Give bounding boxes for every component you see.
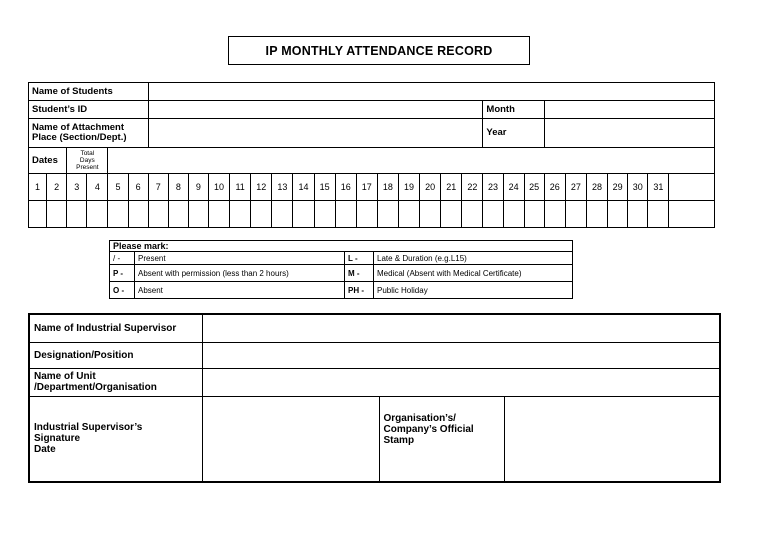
attendance-entry-cell[interactable]: [67, 201, 87, 228]
unit-label-line: Name of Unit: [34, 371, 96, 382]
day-number-cell: 10: [208, 174, 229, 201]
attendance-entry-cell[interactable]: [272, 201, 293, 228]
day-number-cell: 20: [420, 174, 441, 201]
attachment-place-field[interactable]: [148, 119, 483, 148]
legend-header: Please mark:: [110, 241, 573, 252]
legend-desc: Public Holiday: [374, 282, 573, 299]
day-number-cell: 17: [356, 174, 377, 201]
attendance-entry-cell[interactable]: [87, 201, 108, 228]
day-number-cell: 15: [314, 174, 335, 201]
day-number-cell: 13: [272, 174, 293, 201]
date-label-line: Date: [34, 444, 56, 456]
attendance-entry-cell[interactable]: [420, 201, 441, 228]
day-number-cell: 5: [108, 174, 128, 201]
day-number-cell: 8: [168, 174, 188, 201]
attendance-entry-cell[interactable]: [524, 201, 544, 228]
attendance-entry-cell[interactable]: [293, 201, 314, 228]
day-number-cell: 16: [335, 174, 356, 201]
attendance-entry-cell[interactable]: [108, 201, 128, 228]
attendance-entry-cell[interactable]: [441, 201, 462, 228]
day-number-cell: 29: [608, 174, 628, 201]
name-of-students-label: Name of Students: [29, 83, 149, 101]
designation-field[interactable]: [202, 342, 720, 368]
day-number-cell: 2: [47, 174, 67, 201]
attendance-entry-cell[interactable]: [377, 201, 398, 228]
attendance-entry-cell[interactable]: [188, 201, 208, 228]
unit-label-line: /Department/Organisation: [34, 382, 157, 393]
attendance-entry-cell[interactable]: [314, 201, 335, 228]
attendance-entry-cell[interactable]: [230, 201, 251, 228]
attendance-entry-cell[interactable]: [128, 201, 148, 228]
legend-desc: Absent with permission (less than 2 hours): [135, 265, 345, 282]
stamp-label-line: Organisation’s/: [383, 412, 456, 424]
total-days-label-line: Present: [76, 164, 99, 171]
supervisor-name-field[interactable]: [202, 314, 720, 342]
legend-desc: Absent: [135, 282, 345, 299]
dates-label: Dates: [29, 148, 67, 174]
legend-code: PH -: [345, 282, 374, 299]
attendance-entry-cell[interactable]: [586, 201, 607, 228]
total-days-present-label: [67, 148, 108, 174]
day-number-cell: 1: [29, 174, 47, 201]
supervisor-name-label: Name of Industrial Supervisor: [29, 314, 202, 342]
dates-header-blank: [108, 148, 715, 174]
legend-code: L -: [345, 252, 374, 265]
day-number-cell: 7: [148, 174, 168, 201]
attendance-entry-cell[interactable]: [503, 201, 524, 228]
attendance-entry-cell[interactable]: [208, 201, 229, 228]
attendance-entry-cell[interactable]: [483, 201, 503, 228]
attendance-entry-cell[interactable]: [356, 201, 377, 228]
attendance-table: [28, 82, 715, 228]
attendance-entry-cell[interactable]: [168, 201, 188, 228]
day-number-cell: 3: [67, 174, 87, 201]
day-number-cell: 18: [377, 174, 398, 201]
month-label: Month: [483, 101, 544, 119]
day-number-cell: 6: [128, 174, 148, 201]
legend-desc: Medical (Absent with Medical Certificate): [374, 265, 573, 282]
day-number-cell: 12: [251, 174, 272, 201]
legend-code: P -: [110, 265, 135, 282]
day-number-cell: 21: [441, 174, 462, 201]
day-number-cell: 22: [462, 174, 483, 201]
day-number-cell: 19: [398, 174, 419, 201]
signature-label: [29, 396, 202, 482]
attendance-entry-cell[interactable]: [544, 201, 565, 228]
day-number-cell: 14: [293, 174, 314, 201]
unit-label: [29, 368, 202, 396]
legend-code: / -: [110, 252, 135, 265]
year-label: Year: [483, 119, 544, 148]
day-number-cell: 9: [188, 174, 208, 201]
attendance-entry-cell[interactable]: [648, 201, 669, 228]
student-id-label: Student’s ID: [29, 101, 149, 119]
signature-label-line: Industrial Supervisor’s: [34, 422, 143, 434]
legend-desc: Late & Duration (e.g.L15): [374, 252, 573, 265]
day-number-cell: 26: [544, 174, 565, 201]
total-days-label-line: Total: [80, 150, 95, 157]
attendance-entry-cell[interactable]: [148, 201, 168, 228]
day-number-cell: 30: [628, 174, 648, 201]
attendance-entry-cell[interactable]: [608, 201, 628, 228]
total-days-present-field[interactable]: [669, 201, 715, 228]
attendance-entry-cell[interactable]: [398, 201, 419, 228]
attachment-place-label: [29, 119, 149, 148]
attachment-label-line: Name of Attachment: [32, 122, 125, 133]
month-field[interactable]: [544, 101, 714, 119]
attendance-entry-cell[interactable]: [462, 201, 483, 228]
student-id-field[interactable]: [148, 101, 483, 119]
legend-desc: Present: [135, 252, 345, 265]
supervisor-table: [28, 313, 721, 483]
day-number-cell: 28: [586, 174, 607, 201]
legend-code: O -: [110, 282, 135, 299]
attendance-entry-cell[interactable]: [565, 201, 586, 228]
unit-field[interactable]: [202, 368, 720, 396]
attachment-label-line: Place (Section/Dept.): [32, 132, 127, 143]
legend-table: [109, 240, 573, 299]
stamp-field[interactable]: [504, 396, 720, 482]
total-days-label-line: Days: [79, 157, 95, 164]
attendance-entry-cell[interactable]: [47, 201, 67, 228]
day-number-cell: 25: [524, 174, 544, 201]
day-number-cell: 4: [87, 174, 108, 201]
signature-field[interactable]: [202, 396, 379, 482]
legend-code: M -: [345, 265, 374, 282]
total-days-column-header: [669, 174, 715, 201]
name-of-students-field[interactable]: [148, 83, 714, 101]
day-number-cell: 11: [230, 174, 251, 201]
attendance-entry-cell[interactable]: [29, 201, 47, 228]
attendance-entry-cell[interactable]: [251, 201, 272, 228]
stamp-label-line: Stamp: [383, 434, 415, 446]
designation-label: Designation/Position: [29, 342, 202, 368]
form-title: IP MONTHLY ATTENDANCE RECORD: [228, 36, 530, 65]
signature-label-line: Signature: [34, 433, 81, 445]
day-number-cell: 23: [483, 174, 503, 201]
day-number-cell: 27: [565, 174, 586, 201]
attendance-entry-cell[interactable]: [628, 201, 648, 228]
day-number-cell: 31: [648, 174, 669, 201]
year-field[interactable]: [544, 119, 714, 148]
stamp-label-line: Company’s Official: [383, 423, 474, 435]
stamp-label: [379, 396, 504, 482]
attendance-entry-cell[interactable]: [335, 201, 356, 228]
day-number-cell: 24: [503, 174, 524, 201]
